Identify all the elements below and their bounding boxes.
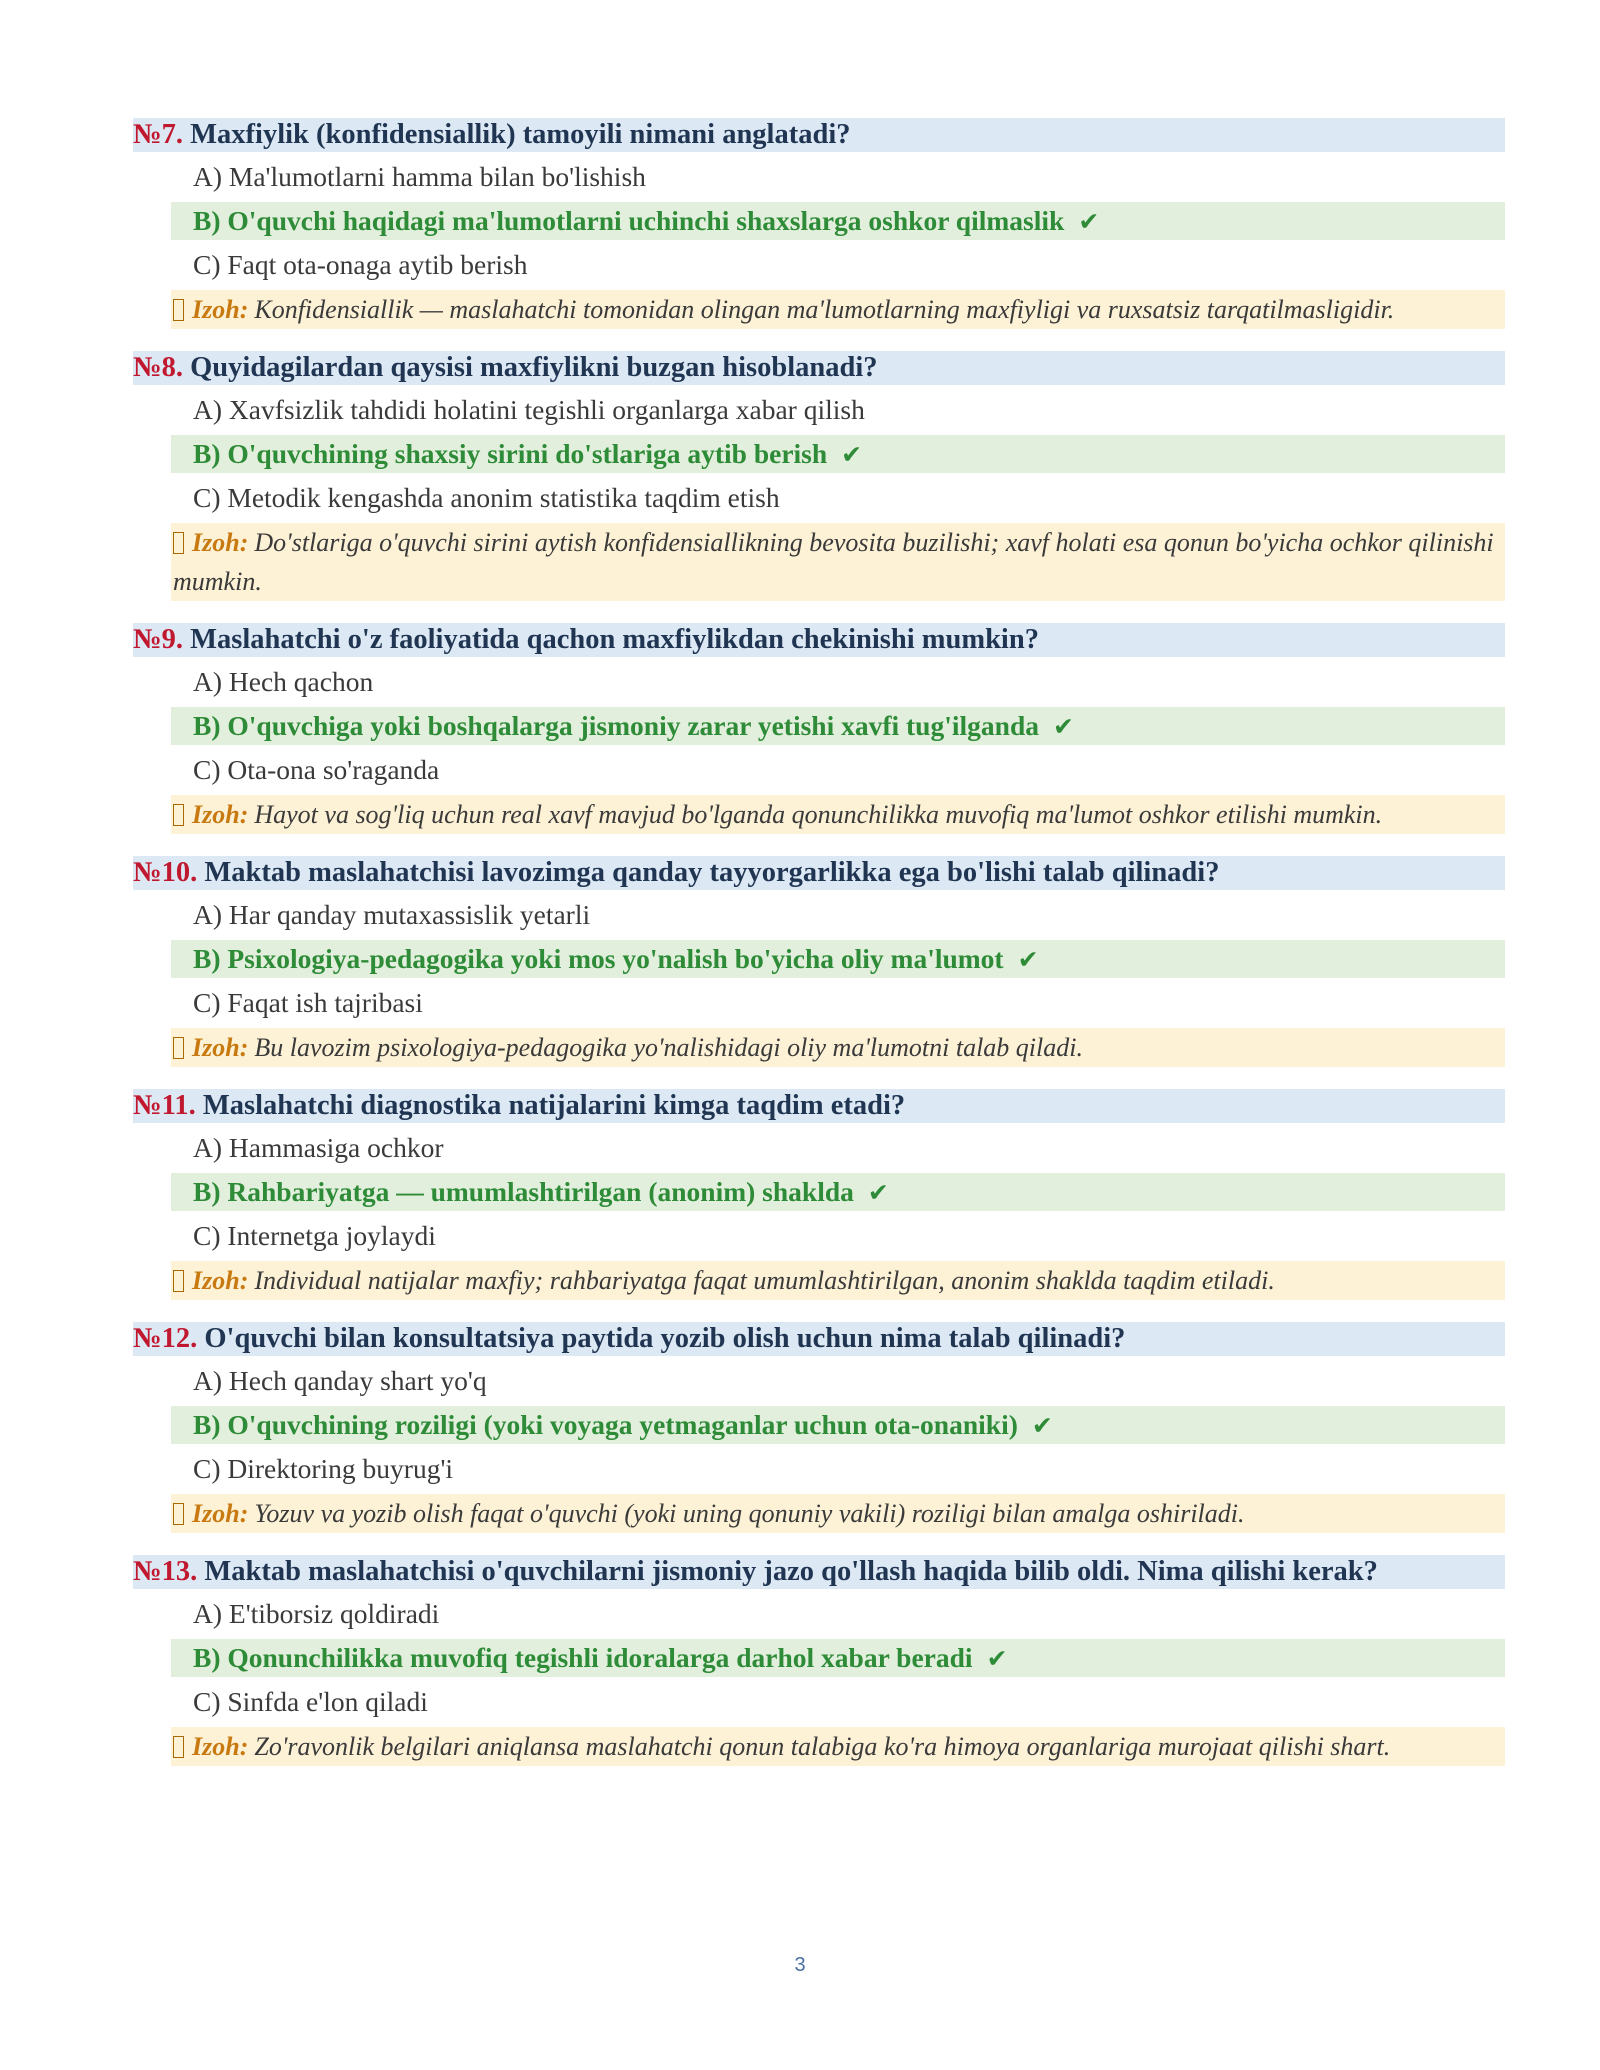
quiz-page (133, 118, 1505, 1788)
note-text: Konfidensiallik — maslahatchi tomonidan olingan ma'lumotlarning maxfiyligi va ruxsatsiz tarqatilmasligidir. (254, 295, 1395, 324)
option-c: C) Internetga joylaydi (193, 1220, 436, 1251)
explanation-note (171, 523, 1505, 601)
option-b-text: B) Psixologiya-pedagogika yoki mos yo'nalish bo'yicha oliy ma'lumot (193, 943, 1004, 974)
question-block (133, 1322, 1505, 1533)
question-number: №11. (133, 1090, 196, 1121)
option-b-text: B) O'quvchining roziligi (yoki voyaga yetmaganlar uchun ota-onaniki) (193, 1409, 1018, 1440)
option-c: C) Sinfda e'lon qiladi (193, 1686, 428, 1717)
option-c: C) Faqt ota-onaga aytib berish (193, 249, 528, 280)
note-text: Bu lavozim psixologiya-pedagogika yo'nalishidagi oliy ma'lumotni talab qiladi. (254, 1033, 1083, 1062)
question-block (133, 118, 1505, 329)
explanation-note (171, 795, 1505, 834)
note-icon (173, 804, 184, 826)
question-text: Quyidagilardan qaysisi maxfiylikni buzgan hisoblanadi? (190, 352, 878, 383)
note-label: Izoh: (192, 1732, 249, 1761)
explanation-note (171, 1261, 1505, 1300)
checkmark-icon: ✔ (867, 1178, 889, 1207)
option-c: C) Metodik kengashda anonim statistika taqdim etish (193, 482, 780, 513)
question-header (133, 1555, 1505, 1589)
option-b-correct (171, 202, 1505, 240)
option-c: C) Direktoring buyrug'i (193, 1453, 454, 1484)
option-b-correct (171, 707, 1505, 745)
question-block (133, 623, 1505, 834)
note-icon (173, 532, 184, 554)
question-block (133, 856, 1505, 1067)
note-label: Izoh: (192, 800, 249, 829)
note-label: Izoh: (192, 1033, 249, 1062)
note-label: Izoh: (192, 295, 249, 324)
checkmark-icon: ✔ (1017, 945, 1039, 974)
note-text: Yozuv va yozib olish faqat o'quvchi (yoki uning qonuniy vakili) roziligi bilan amalga oshiriladi. (254, 1499, 1245, 1528)
option-b-text: B) O'quvchining shaxsiy sirini do'stlariga aytib berish (193, 438, 828, 469)
question-number: №12. (133, 1323, 198, 1354)
question-number: №13. (133, 1556, 198, 1587)
note-text: Hayot va sog'liq uchun real xavf mavjud bo'lganda qonunchilikka muvofiq ma'lumot oshkor etilishi mumkin. (254, 800, 1383, 829)
option-c: C) Ota-ona so'raganda (193, 754, 440, 785)
option-b-correct (171, 1639, 1505, 1677)
explanation-note (171, 1494, 1505, 1533)
option-b-text: B) Qonunchilikka muvofiq tegishli idoralarga darhol xabar beradi (193, 1642, 973, 1673)
note-label: Izoh: (192, 1499, 249, 1528)
explanation-note (171, 290, 1505, 329)
option-b-correct (171, 435, 1505, 473)
note-text: Do'stlariga o'quvchi sirini aytish konfidensiallikning bevosita buzilishi; xavf holati esa qonun bo'yicha ochkor qilinishi mumkin. (173, 528, 1494, 596)
option-b-text: B) O'quvchi haqidagi ma'lumotlarni uchinchi shaxslarga oshkor qilmaslik (193, 205, 1065, 236)
question-text: Maslahatchi o'z faoliyatida qachon maxfiylikdan chekinishi mumkin? (190, 624, 1039, 655)
option-a: A) E'tiborsiz qoldiradi (193, 1598, 440, 1629)
question-number: №10. (133, 857, 198, 888)
page-number: 3 (794, 1954, 806, 1976)
question-header (133, 1089, 1505, 1123)
checkmark-icon: ✔ (1053, 712, 1074, 741)
question-number: №8. (133, 352, 184, 383)
question-text: Maktab maslahatchisi o'quvchilarni jismoniy jazo qo'llash haqida bilib oldi. Nima qilishi kerak? (204, 1556, 1378, 1587)
explanation-note (171, 1028, 1505, 1067)
note-icon (173, 299, 184, 321)
note-icon (173, 1736, 184, 1758)
note-text: Zo'ravonlik belgilari aniqlansa maslahatchi qonun talabiga ko'ra himoya organlariga murojaat qilishi shart. (254, 1732, 1391, 1761)
question-number: №9. (133, 624, 184, 655)
question-header (133, 1322, 1505, 1356)
option-a: A) Xavfsizlik tahdidi holatini tegishli organlarga xabar qilish (193, 394, 865, 425)
checkmark-icon: ✔ (841, 440, 863, 469)
question-header (133, 118, 1505, 152)
checkmark-icon: ✔ (1078, 207, 1100, 236)
checkmark-icon: ✔ (986, 1644, 1008, 1673)
question-block (133, 351, 1505, 601)
question-text: Maktab maslahatchisi lavozimga qanday tayyorgarlikka ega bo'lishi talab qilinadi? (204, 857, 1220, 888)
question-header (133, 623, 1505, 657)
note-icon (173, 1037, 184, 1059)
note-icon (173, 1270, 184, 1292)
question-header (133, 856, 1505, 890)
option-b-text: B) Rahbariyatga — umumlashtirilgan (anonim) shaklda (193, 1176, 854, 1207)
option-b-correct (171, 940, 1505, 978)
option-a: A) Har qanday mutaxassislik yetarli (193, 899, 591, 930)
option-c: C) Faqat ish tajribasi (193, 987, 423, 1018)
option-a: A) Hech qachon (193, 666, 374, 697)
option-b-correct (171, 1173, 1505, 1211)
question-header (133, 351, 1505, 385)
checkmark-icon: ✔ (1031, 1411, 1053, 1440)
question-block (133, 1089, 1505, 1300)
explanation-note (171, 1727, 1505, 1766)
note-label: Izoh: (192, 1266, 249, 1295)
question-block (133, 1555, 1505, 1766)
option-a: A) Hammasiga ochkor (193, 1132, 444, 1163)
note-label: Izoh: (192, 528, 249, 557)
question-text: Maslahatchi diagnostika natijalarini kimga taqdim etadi? (202, 1090, 906, 1121)
option-a: A) Hech qanday shart yo'q (193, 1365, 487, 1396)
option-a: A) Ma'lumotlarni hamma bilan bo'lishish (193, 161, 646, 192)
question-number: №7. (133, 119, 184, 150)
option-b-text: B) O'quvchiga yoki boshqalarga jismoniy zarar yetishi xavfi tug'ilganda (193, 710, 1039, 741)
note-icon (173, 1503, 184, 1525)
question-text: Maxfiylik (konfidensiallik) tamoyili nimani anglatadi? (190, 119, 851, 150)
note-text: Individual natijalar maxfiy; rahbariyatga faqat umumlashtirilgan, anonim shaklda taqdim etiladi. (254, 1266, 1275, 1295)
option-b-correct (171, 1406, 1505, 1444)
question-text: O'quvchi bilan konsultatsiya paytida yozib olish uchun nima talab qilinadi? (204, 1323, 1126, 1354)
